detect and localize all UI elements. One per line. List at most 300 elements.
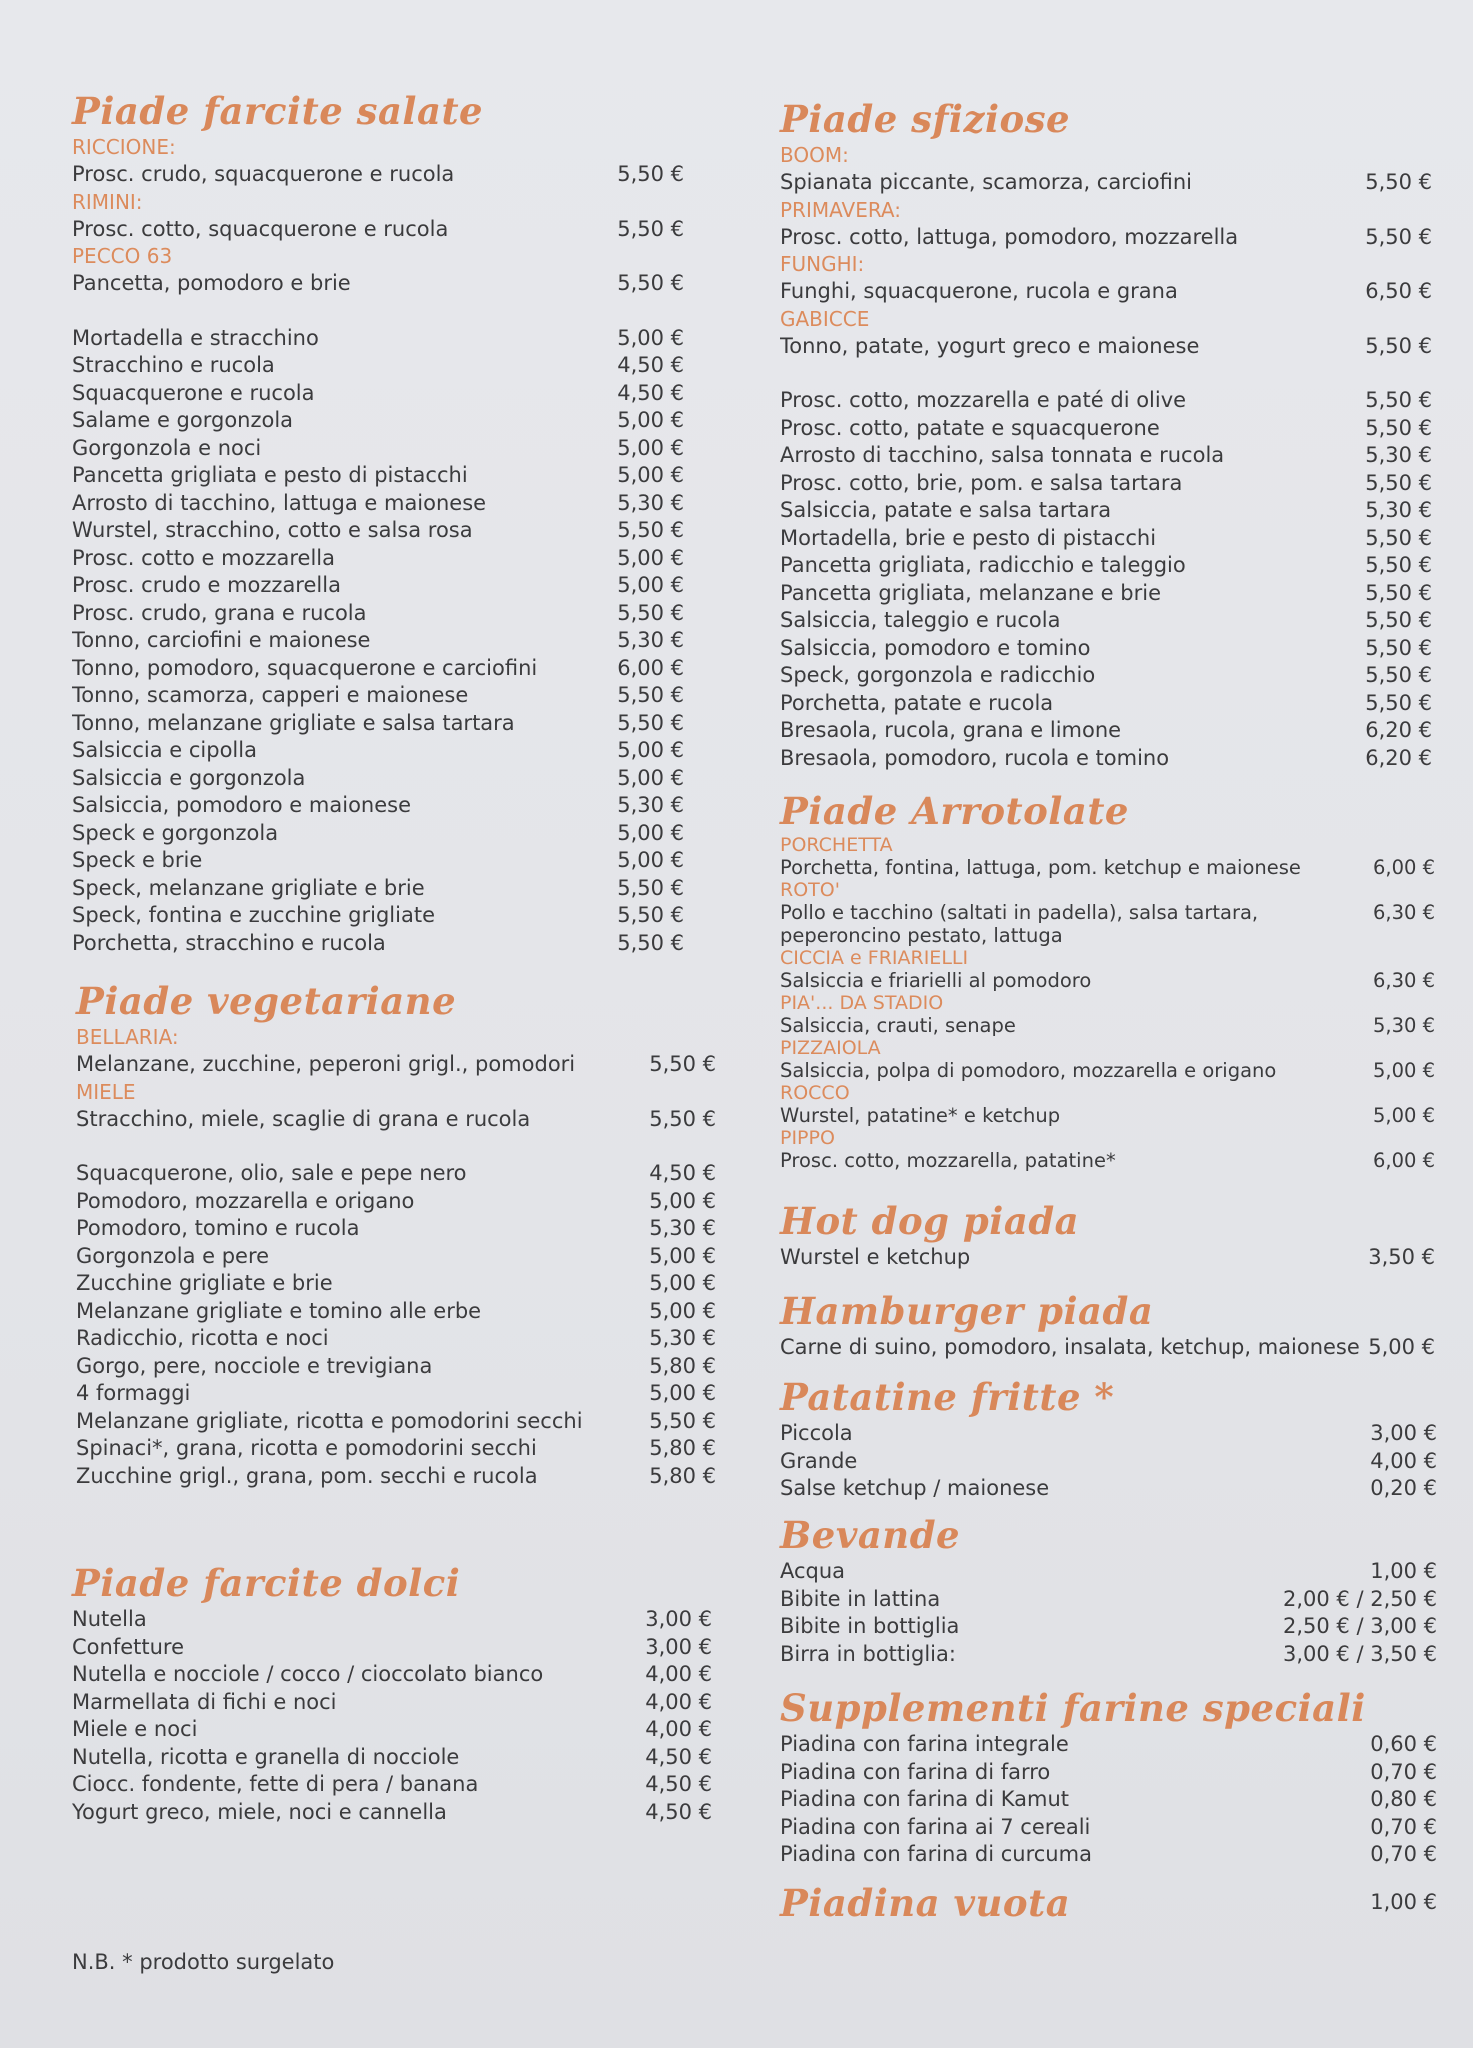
item-price: 5,00 € — [649, 1381, 716, 1405]
item-name: Pomodoro, tomino e rucola — [76, 1216, 360, 1240]
item-price: 5,30 € — [649, 1216, 716, 1240]
item-price: 5,00 € — [617, 765, 684, 790]
section-patatine-fritte — [780, 1374, 1437, 1503]
section-supplementi-farine-speciali — [780, 1685, 1437, 1869]
section-price: 1,00 € — [1370, 1890, 1437, 1915]
item-price: 4,50 € — [645, 1772, 712, 1796]
item-price: 0,70 € — [1370, 1759, 1437, 1784]
item-price: 5,50 € — [617, 875, 684, 900]
item-subtitle: MIELE — [76, 1079, 136, 1104]
menu-item — [72, 792, 684, 820]
menu-item — [72, 545, 684, 573]
item-subtitle: BELLARIA: — [76, 1025, 179, 1049]
item-price: 3,00 € / 3,50 € — [1282, 1641, 1437, 1666]
spacer — [72, 298, 684, 325]
item-price: 5,00 € — [649, 1271, 716, 1295]
item-price: 5,80 € — [649, 1353, 716, 1378]
menu-item — [780, 856, 1435, 879]
item-name: Squacquerone e rucola — [72, 380, 315, 405]
menu-item — [72, 682, 684, 710]
item-subtitle: PIA'... DA STADIO — [780, 992, 944, 1014]
item-subtitle: PIPPO — [780, 1127, 835, 1149]
item-price: 4,50 € — [645, 1799, 712, 1824]
item-name: Speck e brie — [72, 848, 203, 872]
item-price: 5,30 € — [617, 628, 684, 652]
item-subtitle: BOOM: — [780, 143, 849, 167]
menu-item — [72, 1799, 712, 1827]
menu-item — [72, 655, 684, 683]
item-name: Spianata piccante, scamorza, carciofini — [780, 170, 1192, 194]
item-price: 5,00 € — [617, 820, 684, 845]
item-name: Yogurt greco, miele, noci e cannella — [72, 1799, 447, 1824]
item-subtitle: GABICCE — [780, 306, 870, 331]
item-price: 5,00 € — [617, 325, 684, 350]
item-name: Salsiccia, pomodoro e tomino — [780, 635, 1091, 660]
item-name: Funghi, squacquerone, rucola e grana — [780, 279, 1178, 303]
menu-item — [780, 1558, 1437, 1586]
item-price: 5,50 € — [617, 216, 684, 241]
section-piade-vegetariane — [72, 978, 716, 1490]
menu-item — [72, 572, 684, 600]
menu-item — [76, 1435, 716, 1463]
item-price: 5,50 € — [617, 600, 684, 625]
item-price: 5,00 € — [617, 408, 684, 432]
menu-item — [76, 1463, 716, 1491]
item-name: Carne di suino, pomodoro, insalata, ketchup, maionese — [780, 1335, 1360, 1359]
item-price: 5,00 € — [649, 1188, 716, 1213]
menu-item — [72, 325, 684, 353]
menu-item — [72, 380, 684, 408]
item-price: 5,80 € — [649, 1436, 716, 1460]
item-name: Arrosto di tacchino, salsa tonnata e rucola — [780, 443, 1225, 467]
menu-item — [72, 435, 684, 463]
item-name: Prosc. cotto, mozzarella, patatine* — [780, 1149, 1116, 1172]
item-subtitle: FUNGHI: — [780, 252, 865, 276]
item-name: Prosc. cotto, squacquerone e rucola — [72, 216, 449, 241]
item-name: Mortadella e stracchino — [72, 325, 319, 350]
item-price: 5,30 € — [617, 490, 684, 515]
menu-item — [780, 224, 1432, 252]
item-price: 3,00 € — [645, 1607, 712, 1631]
menu-item — [72, 517, 684, 545]
menu-item — [780, 901, 1435, 947]
item-price: 5,50 € — [617, 930, 684, 955]
item-price: 4,50 € — [649, 1161, 716, 1185]
menu-item — [72, 1771, 712, 1799]
menu-item — [780, 1334, 1435, 1362]
item-name: Salsiccia, patate e salsa tartara — [780, 498, 1112, 522]
item-name: Melanzane grigliate e tomino alle erbe — [76, 1298, 482, 1323]
item-price: 0,70 € — [1370, 1814, 1437, 1839]
item-price: 5,80 € — [649, 1463, 716, 1488]
item-price: 5,50 € — [1365, 663, 1432, 687]
item-name: Tonno, patate, yogurt greco e maionese — [780, 333, 1200, 358]
item-price: 5,00 € — [1368, 1335, 1435, 1359]
item-price: 5,50 € — [1365, 415, 1432, 440]
menu-item — [780, 745, 1432, 773]
item-price: 5,50 € — [1365, 635, 1432, 660]
menu-item — [72, 930, 684, 958]
item-name: Prosc. cotto, lattuga, pomodoro, mozzarella — [780, 224, 1239, 249]
item-name: Stracchino e rucola — [72, 353, 275, 377]
item-price: 5,50 € — [1365, 553, 1432, 577]
item-name: Tonno, carciofini e maionese — [72, 628, 371, 652]
item-name: Confetture — [72, 1634, 185, 1659]
menu-item — [72, 847, 684, 875]
item-name: Squacquerone, olio, sale e pepe nero — [76, 1161, 467, 1185]
item-name: Prosc. crudo, squacquerone e rucola — [72, 162, 455, 186]
item-price: 4,50 € — [645, 1744, 712, 1769]
menu-item — [780, 470, 1432, 498]
item-price: 5,00 € — [649, 1298, 716, 1323]
menu-item — [780, 1841, 1437, 1869]
menu-item — [780, 525, 1432, 553]
menu-item — [780, 1641, 1437, 1669]
item-price: 4,00 € — [1370, 1448, 1437, 1473]
item-name: Piadina con farina ai 7 cereali — [780, 1814, 1091, 1839]
menu-item — [72, 490, 684, 518]
item-price: 6,20 € — [1365, 745, 1432, 770]
menu-item — [780, 1613, 1437, 1641]
item-price: 5,50 € — [617, 683, 684, 707]
item-name: Piadina con farina di Kamut — [780, 1787, 1069, 1811]
item-name: Wurstel, stracchino, cotto e salsa rosa — [72, 518, 473, 542]
menu-item — [72, 1661, 712, 1689]
item-name: Porchetta, fontina, lattuga, pom. ketchup e maionese — [780, 856, 1301, 879]
item-price: 6,00 € — [1372, 1149, 1435, 1172]
section-bevande — [780, 1512, 1437, 1668]
item-name: Tonno, melanzane grigliate e salsa tartara — [72, 710, 515, 735]
section-title: Hot dog piada — [780, 1199, 1080, 1243]
menu-item — [780, 169, 1432, 197]
item-name: Speck, gorgonzola e radicchio — [780, 663, 1096, 687]
menu-item — [76, 1051, 716, 1079]
item-price: 0,70 € — [1370, 1842, 1437, 1866]
menu-item — [780, 607, 1432, 635]
item-price: 5,00 € — [617, 738, 684, 762]
menu-item — [76, 1215, 716, 1243]
item-name: Gorgonzola e pere — [76, 1243, 270, 1268]
menu-item — [780, 333, 1432, 361]
item-name: Pomodoro, mozzarella e origano — [76, 1188, 415, 1213]
item-name: Nutella e nocciole / cocco / cioccolato bianco — [72, 1662, 544, 1686]
menu-item — [72, 902, 684, 930]
item-name: Acqua — [780, 1559, 846, 1583]
menu-item — [780, 1014, 1435, 1037]
item-name: Salsiccia, polpa di pomodoro, mozzarella e origano — [780, 1059, 1277, 1082]
item-price: 2,50 € / 3,00 € — [1282, 1614, 1437, 1638]
item-price: 5,50 € — [1365, 470, 1432, 495]
item-price: 4,50 € — [617, 380, 684, 405]
menu-item — [780, 278, 1432, 306]
item-name: Prosc. cotto, mozzarella e paté di olive — [780, 388, 1187, 412]
item-name: Salsiccia e friarielli al pomodoro — [780, 969, 1092, 992]
item-name: Melanzane, zucchine, peperoni grigl., pomodori — [76, 1052, 576, 1076]
menu-item — [76, 1380, 716, 1408]
item-name: Mortadella, brie e pesto di pistacchi — [780, 525, 1157, 550]
item-price: 5,00 € — [617, 545, 684, 570]
item-price: 5,50 € — [1365, 690, 1432, 715]
item-subtitle: PECCO 63 — [72, 244, 173, 268]
menu-item — [780, 1759, 1437, 1787]
item-name: Prosc. cotto e mozzarella — [72, 545, 335, 570]
item-price: 4,00 € — [645, 1662, 712, 1686]
section-title: Bevande — [780, 1513, 961, 1557]
menu-item — [76, 1408, 716, 1436]
item-price: 5,30 € — [617, 793, 684, 817]
item-price: 5,50 € — [617, 518, 684, 542]
item-price: 5,00 € — [649, 1243, 716, 1268]
item-subtitle: PIZZAIOLA — [780, 1037, 881, 1059]
item-name: 4 formaggi — [76, 1381, 191, 1405]
menu-item — [780, 969, 1435, 992]
item-name: Prosc. cotto, patate e squacquerone — [780, 415, 1160, 440]
item-name: Salsiccia, pomodoro e maionese — [72, 793, 412, 817]
item-price: 5,50 € — [1365, 333, 1432, 358]
item-name: Bresaola, pomodoro, rucola e tomino — [780, 745, 1170, 770]
item-name: Piadina con farina di farro — [780, 1759, 1051, 1784]
item-name: Salsiccia e gorgonzola — [72, 765, 306, 790]
section-piade-farcite-dolci — [72, 1560, 712, 1826]
item-name: Prosc. cotto, brie, pom. e salsa tartara — [780, 470, 1183, 495]
section-title: Piadina vuota — [780, 1881, 1071, 1925]
item-price: 5,50 € — [1365, 224, 1432, 249]
item-name: Arrosto di tacchino, lattuga e maionese — [72, 490, 487, 515]
item-name: Pollo e tacchino (saltati in padella), salsa tartara, peperoncino pestato, lattuga — [780, 901, 1259, 947]
item-name: Piadina con farina integrale — [780, 1732, 1069, 1756]
item-subtitle: PRIMAVERA: — [780, 197, 901, 222]
item-price: 3,00 € — [1370, 1421, 1437, 1445]
item-price: 0,20 € — [1370, 1476, 1437, 1500]
item-subtitle: RICCIONE: — [72, 135, 176, 159]
menu-item — [780, 552, 1432, 580]
menu-item — [76, 1298, 716, 1326]
menu-item — [780, 1448, 1437, 1476]
menu-item — [72, 161, 684, 189]
item-name: Bresaola, rucola, grana e limone — [780, 718, 1122, 742]
section-piade-farcite-salate — [72, 88, 684, 957]
item-price: 5,30 € — [1372, 1014, 1435, 1037]
item-price: 5,00 € — [617, 573, 684, 597]
menu-item — [72, 710, 684, 738]
menu-item — [72, 1744, 712, 1772]
menu-item — [780, 1149, 1435, 1172]
menu-item — [780, 635, 1432, 663]
item-name: Pancetta grigliata, melanzane e brie — [780, 580, 1161, 605]
menu-item — [72, 216, 684, 244]
item-name: Prosc. crudo e mozzarella — [72, 573, 341, 597]
footnote: N.B. * prodotto surgelato — [72, 1950, 335, 1974]
item-name: Gorgo, pere, nocciole e trevigiana — [76, 1353, 433, 1378]
item-price: 6,30 € — [1372, 969, 1435, 992]
section-hot-dog-piada — [780, 1198, 1435, 1272]
menu-item — [780, 1786, 1437, 1814]
item-price: 3,00 € — [645, 1634, 712, 1659]
menu-item — [72, 600, 684, 628]
item-price: 6,00 € — [617, 655, 684, 680]
item-subtitle: RIMINI: — [72, 189, 143, 214]
item-name: Prosc. crudo, grana e rucola — [72, 600, 367, 625]
item-subtitle: CICCIA e FRIARIELLI — [780, 947, 969, 969]
section-piade-sfiziose — [780, 96, 1432, 772]
menu-item — [72, 1606, 712, 1634]
section-title: Piade farcite dolci — [72, 1561, 461, 1605]
menu-item — [780, 1104, 1435, 1127]
menu-item — [72, 1634, 712, 1662]
item-name: Miele e noci — [72, 1717, 198, 1741]
item-subtitle: PORCHETTA — [780, 834, 893, 856]
section-title: Piade farcite salate — [72, 89, 484, 133]
item-name: Marmellata di fichi e noci — [72, 1689, 337, 1714]
item-price: 6,50 € — [1365, 279, 1432, 303]
section-title: Piade Arrotolate — [780, 789, 1129, 833]
item-price: 1,00 € — [1370, 1559, 1437, 1583]
item-name: Ciocc. fondente, fette di pera / banana — [72, 1772, 479, 1796]
section-title: Patatine fritte * — [780, 1375, 1115, 1419]
item-price: 5,50 € — [649, 1106, 716, 1131]
menu-item — [780, 1244, 1435, 1272]
menu-item — [72, 462, 684, 490]
item-price: 0,80 € — [1370, 1787, 1437, 1811]
item-price: 5,00 € — [617, 848, 684, 872]
item-price: 6,30 € — [1372, 901, 1435, 924]
item-price: 4,00 € — [645, 1689, 712, 1714]
item-price: 6,00 € — [1372, 856, 1435, 879]
item-price: 5,00 € — [1372, 1059, 1435, 1082]
menu-item — [780, 1814, 1437, 1842]
item-price: 5,50 € — [1365, 388, 1432, 412]
menu-item — [780, 717, 1432, 745]
item-name: Birra in bottiglia: — [780, 1641, 956, 1666]
section-hamburger-piada — [780, 1288, 1435, 1362]
item-name: Wurstel, patatine* e ketchup — [780, 1104, 1061, 1127]
section-piade-arrotolate — [780, 788, 1435, 1172]
item-price: 3,50 € — [1368, 1245, 1435, 1269]
item-name: Grande — [780, 1448, 858, 1473]
item-name: Salsiccia, crauti, senape — [780, 1014, 1016, 1037]
menu-item — [72, 1689, 712, 1717]
item-name: Nutella, ricotta e granella di nocciole — [72, 1744, 460, 1769]
section-piadina-vuota — [780, 1880, 1437, 1926]
item-name: Piadina con farina di curcuma — [780, 1842, 1092, 1866]
item-name: Bibite in bottiglia — [780, 1614, 960, 1638]
item-name: Spinaci*, grana, ricotta e pomodorini secchi — [76, 1436, 537, 1460]
menu-item — [76, 1353, 716, 1381]
menu-item — [780, 497, 1432, 525]
item-price: 0,60 € — [1370, 1732, 1437, 1756]
item-name: Porchetta, patate e rucola — [780, 690, 1054, 715]
item-price: 5,50 € — [617, 710, 684, 735]
menu-item — [780, 1420, 1437, 1448]
item-name: Zucchine grigliate e brie — [76, 1271, 333, 1295]
item-price: 5,50 € — [649, 1052, 716, 1076]
item-price: 5,50 € — [1365, 608, 1432, 632]
menu-item — [780, 442, 1432, 470]
menu-item — [76, 1188, 716, 1216]
item-price: 5,30 € — [1365, 498, 1432, 522]
item-name: Salse ketchup / maionese — [780, 1476, 1050, 1500]
menu-item — [76, 1270, 716, 1298]
menu-item — [780, 1731, 1437, 1759]
menu-item — [72, 352, 684, 380]
item-price: 5,50 € — [1365, 170, 1432, 194]
item-name: Pancetta, pomodoro e brie — [72, 271, 351, 295]
item-name: Nutella — [72, 1607, 147, 1631]
menu-item — [76, 1160, 716, 1188]
item-price: 5,30 € — [649, 1326, 716, 1350]
item-price: 5,50 € — [617, 271, 684, 295]
item-name: Salsiccia, taleggio e rucola — [780, 608, 1061, 632]
item-price: 4,00 € — [645, 1717, 712, 1741]
item-price: 2,00 € / 2,50 € — [1282, 1586, 1437, 1611]
item-name: Speck, fontina e zucchine grigliate — [72, 903, 435, 927]
item-name: Radicchio, ricotta e noci — [76, 1326, 329, 1350]
menu-item — [72, 627, 684, 655]
item-price: 5,50 € — [617, 903, 684, 927]
item-name: Wurstel e ketchup — [780, 1245, 971, 1269]
item-name: Stracchino, miele, scaglie di grana e rucola — [76, 1106, 531, 1131]
menu-item — [76, 1243, 716, 1271]
item-name: Bibite in lattina — [780, 1586, 941, 1611]
menu-item — [780, 415, 1432, 443]
menu-item — [780, 662, 1432, 690]
item-name: Salsiccia e cipolla — [72, 738, 257, 762]
item-name: Porchetta, stracchino e rucola — [72, 930, 386, 955]
item-name: Tonno, scamorza, capperi e maionese — [72, 683, 469, 707]
item-price: 5,50 € — [649, 1408, 716, 1433]
item-price: 4,50 € — [617, 353, 684, 377]
item-price: 5,50 € — [617, 162, 684, 186]
item-name: Pancetta grigliata e pesto di pistacchi — [72, 463, 468, 487]
menu-item — [780, 1586, 1437, 1614]
item-price: 5,00 € — [617, 463, 684, 487]
spacer — [780, 360, 1432, 387]
item-name: Tonno, pomodoro, squacquerone e carciofini — [72, 655, 538, 680]
item-name: Speck e gorgonzola — [72, 820, 279, 845]
section-title: Supplementi farine speciali — [780, 1686, 1366, 1730]
item-price: 5,30 € — [1365, 443, 1432, 467]
menu-item — [780, 387, 1432, 415]
menu-item — [72, 270, 684, 298]
item-price: 6,20 € — [1365, 718, 1432, 742]
item-name: Piccola — [780, 1421, 853, 1445]
item-name: Gorgonzola e noci — [72, 435, 262, 460]
menu-item — [72, 765, 684, 793]
item-name: Melanzane grigliate, ricotta e pomodorini secchi — [76, 1408, 583, 1433]
menu-item — [780, 690, 1432, 718]
menu-item — [72, 737, 684, 765]
menu-item — [76, 1325, 716, 1353]
menu-item — [780, 1475, 1437, 1503]
section-title: Piade sfiziose — [780, 97, 1071, 141]
item-price: 5,00 € — [1372, 1104, 1435, 1127]
item-subtitle: ROCCO — [780, 1082, 850, 1104]
item-name: Salame e gorgonzola — [72, 408, 294, 432]
spacer — [76, 1133, 716, 1160]
item-price: 5,50 € — [1365, 580, 1432, 605]
menu-item — [76, 1106, 716, 1134]
item-subtitle: ROTO' — [780, 879, 840, 901]
item-name: Pancetta grigliata, radicchio e taleggio — [780, 553, 1186, 577]
item-price: 5,50 € — [1365, 525, 1432, 550]
item-name: Zucchine grigl., grana, pom. secchi e rucola — [76, 1463, 538, 1488]
menu-item — [72, 407, 684, 435]
menu-item — [72, 820, 684, 848]
menu-item — [780, 580, 1432, 608]
section-title: Hamburger piada — [780, 1289, 1154, 1333]
menu-item — [72, 1716, 712, 1744]
item-name: Speck, melanzane grigliate e brie — [72, 875, 425, 900]
